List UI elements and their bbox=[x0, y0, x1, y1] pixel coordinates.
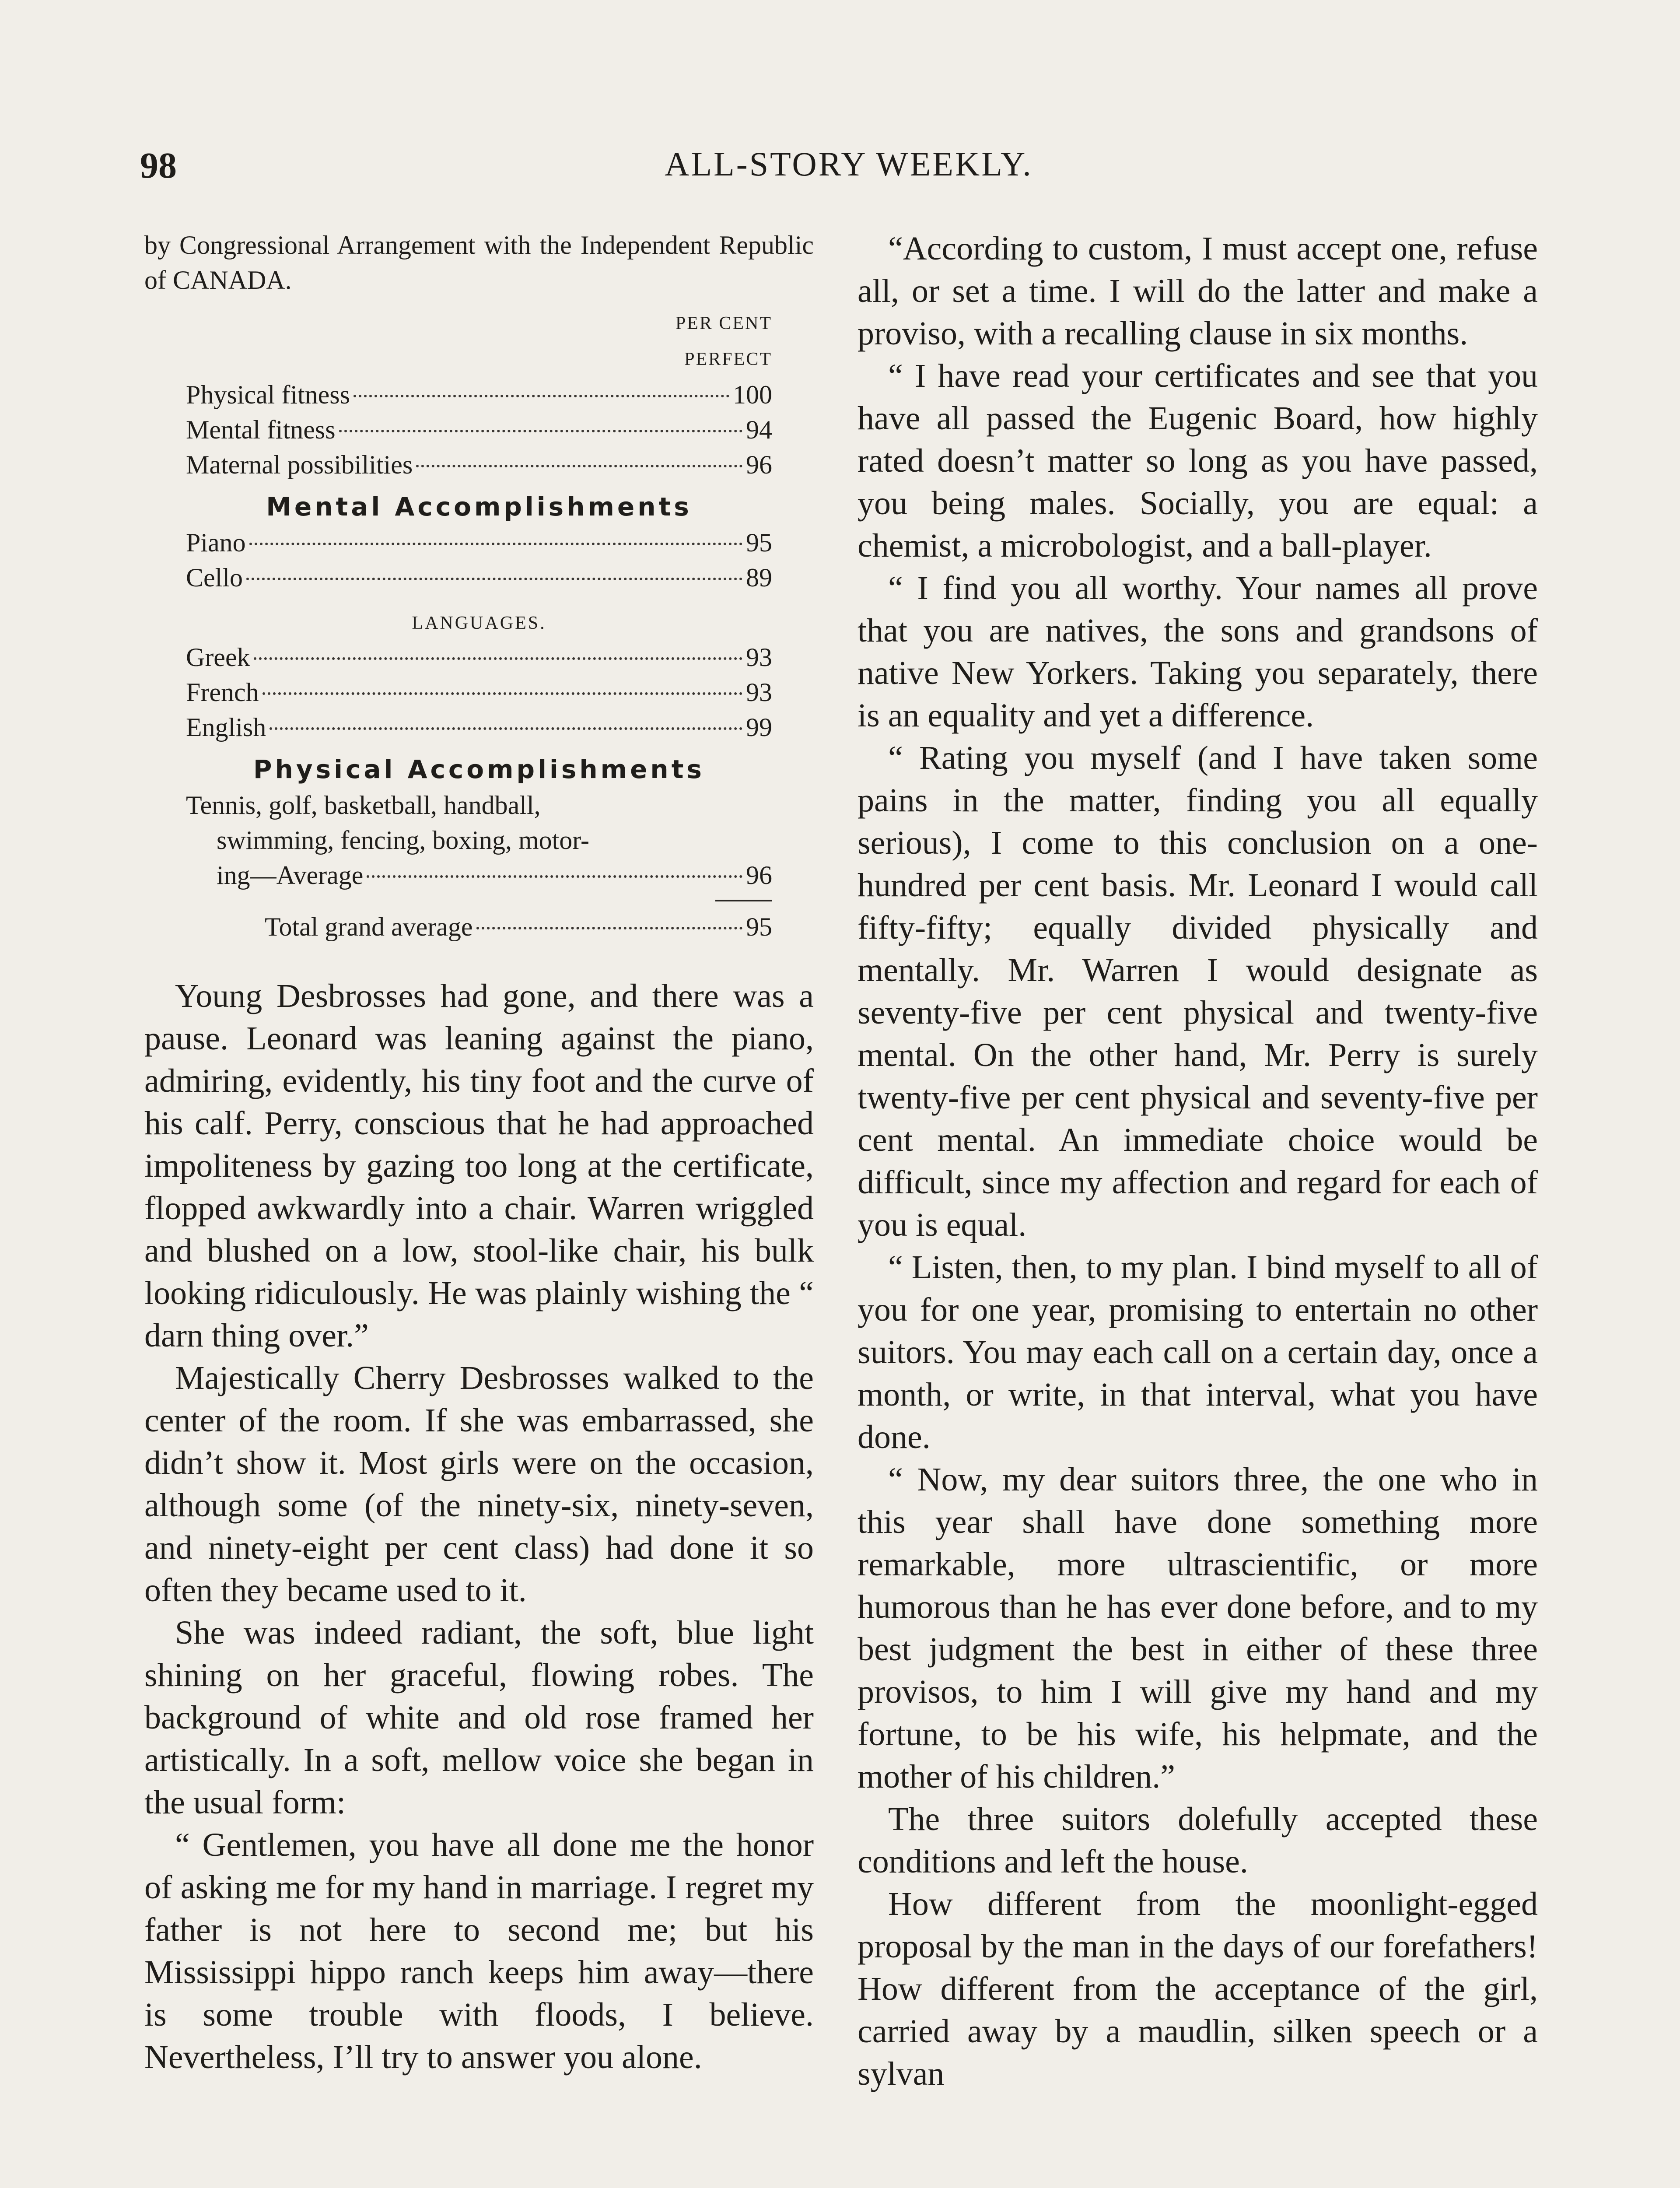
cert-label: Piano bbox=[186, 528, 246, 557]
body-paragraph: “ Gentlemen, you have all done me the honor of asking me for my hand in marriage. I regret my father is not here to second me; but his Mississippi hippo ranch keeps him away—there is some trouble with floods, I believe. Nevertheless, I’ll try to answer you alone. bbox=[144, 1827, 814, 2076]
cert-value: 94 bbox=[746, 415, 772, 444]
page-header bbox=[140, 144, 1558, 201]
physical-accomplishments-heading: Physical Accomplishments bbox=[253, 754, 705, 784]
cert-row-piano bbox=[186, 525, 772, 560]
cert-label: Total grand average bbox=[265, 912, 473, 941]
body-paragraph: The three suitors dolefully accepted these conditions and left the house. bbox=[858, 1801, 1538, 1880]
cert-value: 99 bbox=[746, 713, 772, 742]
cert-row-french bbox=[186, 675, 772, 710]
body-paragraph: “ Listen, then, to my plan. I bind myself to all of you for one year, promising to entertain no other suitors. You may each call on a certain day, once a month, or write, in that interval, what you have done. bbox=[858, 1249, 1538, 1455]
body-paragraph: She was indeed radiant, the soft, blue light shining on her graceful, flowing robes. The background of white and old rose framed her artistically. In a soft, mellow voice she began in the usual form: bbox=[144, 1614, 814, 1821]
perfect-heading: PERFECT bbox=[684, 349, 772, 369]
cert-row-sports bbox=[186, 788, 772, 893]
leader-dots bbox=[416, 465, 742, 467]
cert-value: 96 bbox=[746, 450, 772, 479]
body-paragraph: Young Desbrosses had gone, and there was a pause. Leonard was leaning against the piano, admiring, evidently, his tiny foot and the curve of his calf. Perry, conscious that he had approached impoliteness by gazing too long at the certificate, flopped awkwardly into a chair. Warren wriggled and blushed on a low, stool-like chair, his bulk looking ridiculously. He was plainly wishing the “ darn thing over.” bbox=[144, 978, 814, 1354]
cert-value: 93 bbox=[746, 643, 772, 672]
cert-label: Maternal possibilities bbox=[186, 450, 413, 479]
certificate-intro: by Congressional Arrangement with the Independent Republic of CANADA. bbox=[144, 231, 814, 295]
cert-label: Greek bbox=[186, 643, 250, 672]
running-title: ALL-STORY WEEKLY. bbox=[665, 145, 1033, 183]
leader-dots bbox=[476, 927, 742, 929]
cert-value: 93 bbox=[746, 678, 772, 707]
leader-dots bbox=[367, 875, 742, 878]
section-gap bbox=[144, 944, 814, 975]
cert-value: 96 bbox=[746, 861, 772, 890]
body-paragraph: “ Now, my dear suitors three, the one who in this year shall have done something more remarkable, more ultrascientific, or more humorous than he has ever done before, and to my best judgment the best in either of these three provisos, to him I will give my hand and my fortune, to be his wife, his helpmate, and the mother of his children.” bbox=[858, 1461, 1538, 1795]
leader-dots bbox=[249, 543, 742, 545]
per-cent-heading: PER CENT bbox=[675, 313, 772, 333]
left-column bbox=[144, 228, 814, 2079]
cert-row-total bbox=[186, 909, 772, 944]
page-number: 98 bbox=[140, 145, 177, 186]
cert-label: English bbox=[186, 713, 266, 742]
cert-row-cello bbox=[186, 560, 772, 595]
cert-value: 95 bbox=[746, 912, 772, 941]
body-paragraph: “ I find you all worthy. Your names all prove that you are natives, the sons and grandsons of native New Yorkers. Taking you separately, there is an equality and yet a difference. bbox=[858, 570, 1538, 734]
sports-average-row bbox=[186, 858, 772, 893]
eugenic-certificate bbox=[186, 305, 772, 944]
cert-value: 100 bbox=[733, 380, 772, 409]
cert-row-maternal-possibilities bbox=[186, 447, 772, 482]
cert-row-physical-fitness bbox=[186, 377, 772, 412]
leader-dots bbox=[262, 692, 742, 695]
leader-dots bbox=[354, 395, 729, 397]
cert-row-greek bbox=[186, 640, 772, 675]
body-paragraph: Majestically Cherry Desbrosses walked to the center of the room. If she was embarrassed, she didn’t show it. Most girls were on the occasion, although some (of the ninety-six, ninety-seven, and ninety-eight per cent class) had done it so often they became used to it. bbox=[144, 1360, 814, 1609]
sports-line-1: Tennis, golf, basketball, handball, bbox=[186, 791, 541, 820]
total-rule bbox=[715, 900, 772, 901]
leader-dots bbox=[270, 727, 742, 730]
cert-label: Cello bbox=[186, 563, 243, 592]
cert-value: 89 bbox=[746, 563, 772, 592]
cert-row-mental-fitness bbox=[186, 412, 772, 447]
body-paragraph: “ I have read your certificates and see that you have all passed the Eugenic Board, how highly rated doesn’t matter so long as you have passed, you being males. Socially, you are equal: a chemist, a microbologist, and a ball-player. bbox=[858, 358, 1538, 564]
leader-dots bbox=[246, 578, 742, 580]
cert-label: Mental fitness bbox=[186, 415, 336, 444]
cert-row-english bbox=[186, 710, 772, 745]
cert-value: 95 bbox=[746, 528, 772, 557]
leader-dots bbox=[254, 657, 742, 660]
cert-label: ing—Average bbox=[217, 861, 364, 890]
languages-heading: LANGUAGES. bbox=[412, 613, 546, 633]
body-paragraph: “ Rating you myself (and I have taken some pains in the matter, finding you all equally serious), I come to this conclusion on a one-hundred per cent basis. Mr. Leonard I would call fifty-fifty; equally divided physically and mentally. Mr. Warren I would designate as seventy-five per cent physical and twenty-five mental. On the other hand, Mr. Perry is surely twenty-five per cent physical and seventy-five per cent mental. An immediate choice would be difficult, since my affection and regard for each of you is equal. bbox=[858, 740, 1538, 1243]
sports-line-2: swimming, fencing, boxing, motor- bbox=[217, 826, 590, 855]
cert-label: Physical fitness bbox=[186, 380, 350, 409]
body-paragraph: How different from the moonlight-egged proposal by the man in the days of our forefathers! How different from the acceptance of the girl, carried away by a maudlin, silken speech or a sylvan bbox=[858, 1886, 1538, 2092]
cert-label: French bbox=[186, 678, 259, 707]
leader-dots bbox=[339, 430, 742, 432]
body-paragraph: “According to custom, I must accept one, refuse all, or set a time. I will do the latter and make a proviso, with a recalling clause in six months. bbox=[858, 230, 1538, 352]
mental-accomplishments-heading: Mental Accomplishments bbox=[266, 492, 692, 522]
right-column bbox=[858, 228, 1538, 2095]
